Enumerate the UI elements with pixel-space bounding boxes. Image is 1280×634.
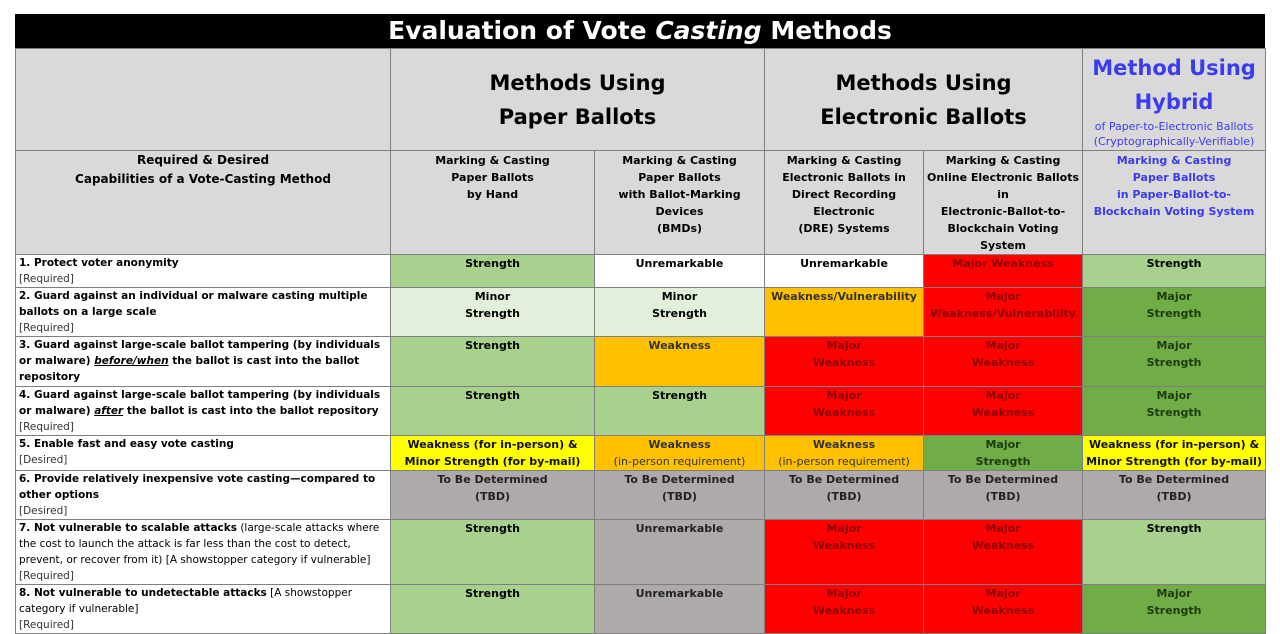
- rating-cell: Major Strength: [1083, 337, 1266, 387]
- rating-cell: Major Weakness: [765, 585, 924, 634]
- rating-cell: Major Weakness: [924, 255, 1083, 288]
- rating-cell: Major Strength: [1083, 387, 1266, 436]
- method-header-online-blockchain: Marking & Casting Online Electronic Ballots in Electronic-Ballot-to- Blockchain Voting System: [924, 151, 1083, 255]
- rating-cell: Major Weakness: [765, 337, 924, 387]
- rating-cell: Weakness (in-person requirement): [765, 436, 924, 471]
- rating-cell: To Be Determined (TBD): [391, 471, 595, 520]
- column-header-row: [16, 151, 1266, 255]
- group-header-blank: [16, 49, 391, 151]
- evaluation-table-wrapper: [15, 14, 1265, 634]
- rating-cell: Major Weakness: [924, 520, 1083, 585]
- page-title: Evaluation of Vote Casting Methods: [15, 14, 1265, 48]
- method-header-hybrid-blockchain: Marking & Casting Paper Ballots in Paper-Ballot-to- Blockchain Voting System: [1083, 151, 1266, 255]
- rating-cell: Strength: [391, 255, 595, 288]
- rating-cell: Weakness/Vulnerability: [765, 288, 924, 337]
- rating-cell: Weakness (in-person requirement): [595, 436, 765, 471]
- rating-cell: Unremarkable: [765, 255, 924, 288]
- table-row: [16, 337, 1266, 387]
- table-row: [16, 520, 1266, 585]
- rating-cell: Unremarkable: [595, 255, 765, 288]
- rating-cell: Unremarkable: [595, 585, 765, 634]
- rating-cell: Strength: [1083, 255, 1266, 288]
- rating-cell: Major Weakness: [765, 520, 924, 585]
- capability-cell: 5. Enable fast and easy vote casting [Desired]: [16, 436, 391, 471]
- method-header-paper-bmd: Marking & Casting Paper Ballots with Ballot-Marking Devices (BMDs): [595, 151, 765, 255]
- table-row: [16, 387, 1266, 436]
- rating-cell: Major Strength: [1083, 585, 1266, 634]
- capability-cell: 8. Not vulnerable to undetectable attacks [A showstopper category if vulnerable] [Required]: [16, 585, 391, 634]
- rating-cell: Strength: [1083, 520, 1266, 585]
- capability-cell: 4. Guard against large-scale ballot tampering (by individuals or malware) after the ballot is cast into the ballot repository [Required]: [16, 387, 391, 436]
- evaluation-table: [15, 48, 1266, 634]
- table-row: [16, 436, 1266, 471]
- capability-cell: 7. Not vulnerable to scalable attacks (large-scale attacks where the cost to launch the attack is far less than the cost to detect, prevent, or recover from it) [A showstopper category if vulnerable] [Required]: [16, 520, 391, 585]
- method-header-paper-hand: Marking & Casting Paper Ballots by Hand: [391, 151, 595, 255]
- rating-cell: Minor Strength: [595, 288, 765, 337]
- table-row: [16, 471, 1266, 520]
- rating-cell: Major Strength: [924, 436, 1083, 471]
- rating-cell: Strength: [391, 387, 595, 436]
- rating-cell: Major Weakness: [765, 387, 924, 436]
- table-row: [16, 585, 1266, 634]
- rating-cell: Minor Strength: [391, 288, 595, 337]
- rating-cell: Strength: [391, 520, 595, 585]
- rating-cell: Strength: [391, 585, 595, 634]
- capability-cell: 2. Guard against an individual or malware casting multiple ballots on a large scale [Required]: [16, 288, 391, 337]
- rating-cell: Weakness: [595, 337, 765, 387]
- table-row: [16, 255, 1266, 288]
- capability-cell: 6. Provide relatively inexpensive vote casting—compared to other options [Desired]: [16, 471, 391, 520]
- capability-cell: 3. Guard against large-scale ballot tampering (by individuals or malware) before/when the ballot is cast into the ballot repository: [16, 337, 391, 387]
- rating-cell: Major Strength: [1083, 288, 1266, 337]
- capability-cell: 1. Protect voter anonymity [Required]: [16, 255, 391, 288]
- capability-column-header: Required & Desired Capabilities of a Vote-Casting Method: [16, 151, 391, 255]
- rating-cell: Weakness (for in-person) & Minor Strength (for by-mail): [1083, 436, 1266, 471]
- rating-cell: To Be Determined (TBD): [765, 471, 924, 520]
- rating-cell: To Be Determined (TBD): [595, 471, 765, 520]
- group-header-paper: Methods Using Paper Ballots: [391, 49, 765, 151]
- group-header-hybrid: Method Using Hybrid of Paper-to-Electronic Ballots (Cryptographically-Verifiable): [1083, 49, 1266, 151]
- rating-cell: Strength: [595, 387, 765, 436]
- group-header-electronic: Methods Using Electronic Ballots: [765, 49, 1083, 151]
- rating-cell: Major Weakness: [924, 337, 1083, 387]
- group-header-row: [16, 49, 1266, 151]
- rating-cell: Strength: [391, 337, 595, 387]
- rating-cell: Weakness (for in-person) & Minor Strength (for by-mail): [391, 436, 595, 471]
- rating-cell: Major Weakness: [924, 387, 1083, 436]
- rating-cell: To Be Determined (TBD): [1083, 471, 1266, 520]
- rating-cell: Major Weakness: [924, 585, 1083, 634]
- rating-cell: To Be Determined (TBD): [924, 471, 1083, 520]
- rating-cell: Major Weakness/Vulnerability: [924, 288, 1083, 337]
- table-row: [16, 288, 1266, 337]
- method-header-dre: Marking & Casting Electronic Ballots in Direct Recording Electronic (DRE) Systems: [765, 151, 924, 255]
- rating-cell: Unremarkable: [595, 520, 765, 585]
